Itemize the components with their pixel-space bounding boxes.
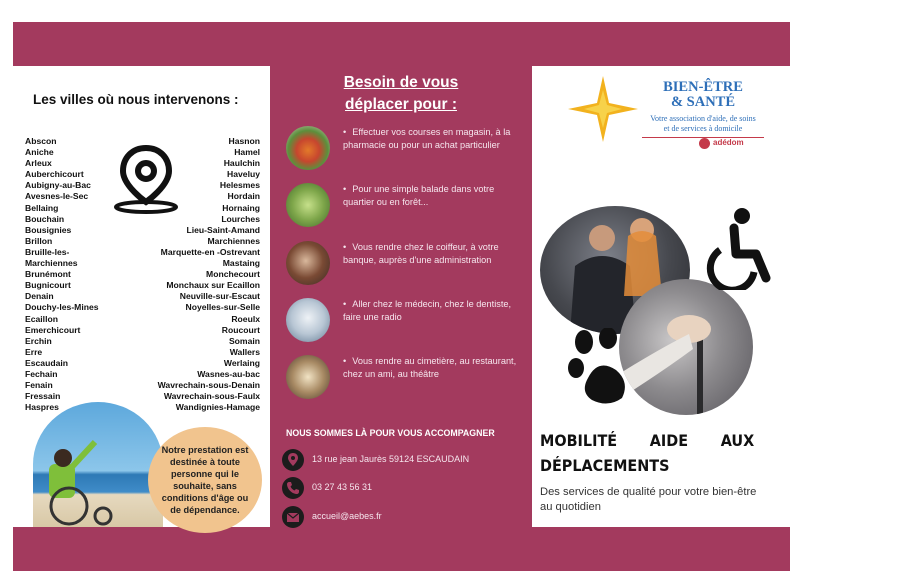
doctor-photo: [286, 298, 330, 342]
city-name: Brunémont: [25, 269, 71, 280]
city-name: Roeulx: [231, 313, 260, 324]
city-name: Roucourt: [221, 324, 260, 335]
city-name: Bousignies: [25, 224, 72, 235]
restaurant-photo: [286, 355, 330, 399]
city-name: Werlaing: [223, 357, 260, 368]
eligibility-note: Notre prestation est destinée à toute personne qui le souhaite, sans conditions d'âge ou de dépendance.: [148, 427, 262, 533]
hairdresser-photo: [286, 241, 330, 285]
network-logo: adédom: [699, 138, 744, 149]
city-name: Erchin: [25, 335, 52, 346]
city-name: Brillon: [25, 235, 53, 246]
city-name: Douchy-les-Mines: [25, 302, 99, 313]
brand-logo: BIEN-ÊTRE & SANTÉ Votre association d'aide, de soins et de services à domicile: [628, 80, 778, 138]
city-name: Lieu-Saint-Amand: [186, 224, 260, 235]
city-name: Haulchin: [223, 158, 260, 169]
service-item: • Effectuer vos courses en magasin, à la pharmacie ou pour un achat particulier: [286, 126, 526, 174]
service-item: • Vous rendre au cimetière, au restaurant, chez un ami, au théâtre: [286, 355, 526, 403]
city-name: Haveluy: [227, 169, 260, 180]
city-name: Hamel: [234, 147, 260, 158]
accompany-heading: NOUS SOMMES LÀ POUR VOUS ACCOMPAGNER: [286, 428, 495, 438]
city-name: Escaudain: [25, 357, 68, 368]
bottom-band: [13, 527, 790, 571]
service-item: • Aller chez le médecin, chez le dentiste, faire une radio: [286, 298, 526, 346]
walk-photo: [286, 183, 330, 227]
city-name: Somain: [228, 335, 260, 346]
city-name: Hasnon: [228, 136, 260, 146]
city-name: Haspres: [25, 402, 59, 413]
city-name: Fenain: [25, 380, 53, 391]
city-name: Noyelles-sur-Selle: [185, 302, 260, 313]
mobility-panel: [532, 66, 790, 527]
city-name: Emerchicourt: [25, 324, 81, 335]
city-name: Bruille-les-: [25, 246, 70, 257]
city-name: Lourches: [221, 213, 260, 224]
map-pin-icon: [282, 449, 304, 471]
service-item: • Pour une simple balade dans votre quartier ou en forêt...: [286, 183, 526, 231]
city-name: Bugnicourt: [25, 280, 71, 291]
city-name: Abscon: [25, 136, 57, 146]
paw-print-icon: [568, 328, 644, 410]
email-text: accueil@aebes.fr: [312, 511, 382, 521]
city-name: Erre: [25, 346, 43, 357]
city-name: Fressain: [25, 391, 61, 402]
phone-text: 03 27 43 56 31: [312, 482, 373, 492]
mobility-description: Des services de qualité pour votre bien-être au quotidien: [540, 486, 757, 513]
city-name: Helesmes: [219, 180, 260, 191]
city-name: Marchiennes: [25, 258, 78, 269]
service-item: • Vous rendre chez le coiffeur, à votre banque, auprès d'une administration: [286, 241, 526, 289]
city-name: Ecaillon: [25, 313, 58, 324]
city-name: Hornaing: [222, 202, 260, 213]
city-name: Marchiennes: [207, 235, 260, 246]
city-name: Bouchain: [25, 213, 65, 224]
city-name: Aniche: [25, 147, 54, 158]
city-name: Neuville-sur-Escaut: [179, 291, 260, 302]
envelope-icon: [282, 506, 304, 528]
city-name: Wallers: [229, 346, 260, 357]
city-name: Marquette-en -Ostrevant: [160, 246, 260, 257]
city-name: Arleux: [25, 158, 52, 169]
city-name: Bellaing: [25, 202, 59, 213]
city-name: Aubigny-au-Bac: [25, 180, 91, 191]
mobility-title-line2: DÉPLACEMENTS: [540, 456, 670, 475]
services-panel: [270, 66, 532, 527]
city-name: Hordain: [227, 191, 260, 202]
city-name: Monchaux sur Ecaillon: [166, 280, 260, 291]
city-name: Denain: [25, 291, 54, 302]
cities-panel: [13, 66, 270, 527]
beach-photo: [33, 402, 163, 527]
city-name: Mastaing: [222, 258, 260, 269]
city-name: Fechain: [25, 368, 58, 379]
city-name: Monchecourt: [206, 269, 260, 280]
city-name: Auberchicourt: [25, 169, 84, 180]
city-name: Wavrechain-sous-Denain: [157, 380, 260, 391]
address-text: 13 rue jean Jaurès 59124 ESCAUDAIN: [312, 454, 470, 464]
city-name: Wandignies-Hamage: [175, 402, 260, 413]
mobility-title: MOBILITÉ AIDE AUX: [540, 431, 755, 450]
location-pin-icon: [111, 144, 181, 214]
cities-column-1: [25, 136, 99, 413]
top-band: [13, 22, 790, 66]
city-name: Avesnes-le-Sec: [25, 191, 89, 202]
city-name: Wavrechain-sous-Faulx: [163, 391, 260, 402]
phone-icon: [282, 477, 304, 499]
cities-heading: Les villes où nous intervenons :: [33, 92, 239, 107]
services-title: Besoin de vous déplacer pour :: [343, 74, 459, 113]
groceries-photo: [286, 126, 330, 170]
city-name: Wasnes-au-bac: [197, 368, 260, 379]
wheelchair-icon: [698, 206, 774, 290]
